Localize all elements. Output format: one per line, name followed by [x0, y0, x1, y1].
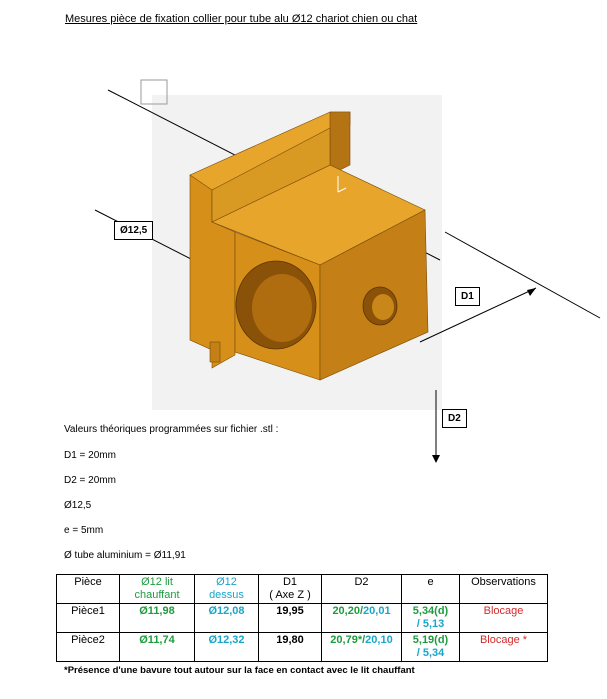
- header-lit: Ø12 lit chauffant: [120, 575, 195, 604]
- table-row: [57, 633, 548, 662]
- header-d1: D1 ( Axe Z ): [259, 575, 322, 604]
- cell-e: 5,19(d) / 5,34: [402, 633, 460, 662]
- cell-d1: 19,95: [259, 604, 322, 633]
- cell-piece: Pièce2: [57, 633, 120, 662]
- cell-dessus: Ø12,32: [195, 633, 259, 662]
- results-table: [56, 574, 548, 662]
- part-3d-model: [190, 112, 428, 380]
- header-dessus: Ø12 dessus: [195, 575, 259, 604]
- cell-d2: 20,20/20,01: [322, 604, 402, 633]
- value-diameter: Ø12,5: [64, 500, 92, 511]
- table-header-row: [57, 575, 548, 604]
- document-title: Mesures pièce de fixation collier pour tube alu Ø12 chariot chien ou chat: [65, 13, 418, 25]
- cell-observation: Blocage *: [460, 633, 548, 662]
- cell-e: 5,34(d) / 5,13: [402, 604, 460, 633]
- d1-arrow-icon: [527, 288, 536, 296]
- values-heading: Valeurs théoriques programmées sur fichier .stl :: [64, 424, 279, 435]
- value-tube: Ø tube aluminium = Ø11,91: [64, 550, 186, 561]
- value-d1: D1 = 20mm: [64, 450, 116, 461]
- header-piece: Pièce: [57, 575, 120, 604]
- dimension-label-d1: D1: [455, 287, 480, 306]
- cell-piece: Pièce1: [57, 604, 120, 633]
- dimension-square: [141, 80, 167, 104]
- dimension-label-d2: D2: [442, 409, 467, 428]
- cell-observation: Blocage: [460, 604, 548, 633]
- header-observations: Observations: [460, 575, 548, 604]
- value-e: e = 5mm: [64, 525, 104, 536]
- value-d2: D2 = 20mm: [64, 475, 116, 486]
- cell-dessus: Ø12,08: [195, 604, 259, 633]
- cell-lit: Ø11,74: [120, 633, 195, 662]
- table-row: [57, 604, 548, 633]
- header-e: e: [402, 575, 460, 604]
- cell-d2: 20,79*/20,10: [322, 633, 402, 662]
- footnote: *Présence d'une bavure tout autour sur la face en contact avec le lit chauffant: [64, 665, 415, 676]
- d2-arrow-icon: [432, 455, 440, 463]
- dimension-label-diameter: Ø12,5: [114, 221, 153, 240]
- cell-lit: Ø11,98: [120, 604, 195, 633]
- cell-d1: 19,80: [259, 633, 322, 662]
- header-d2: D2: [322, 575, 402, 604]
